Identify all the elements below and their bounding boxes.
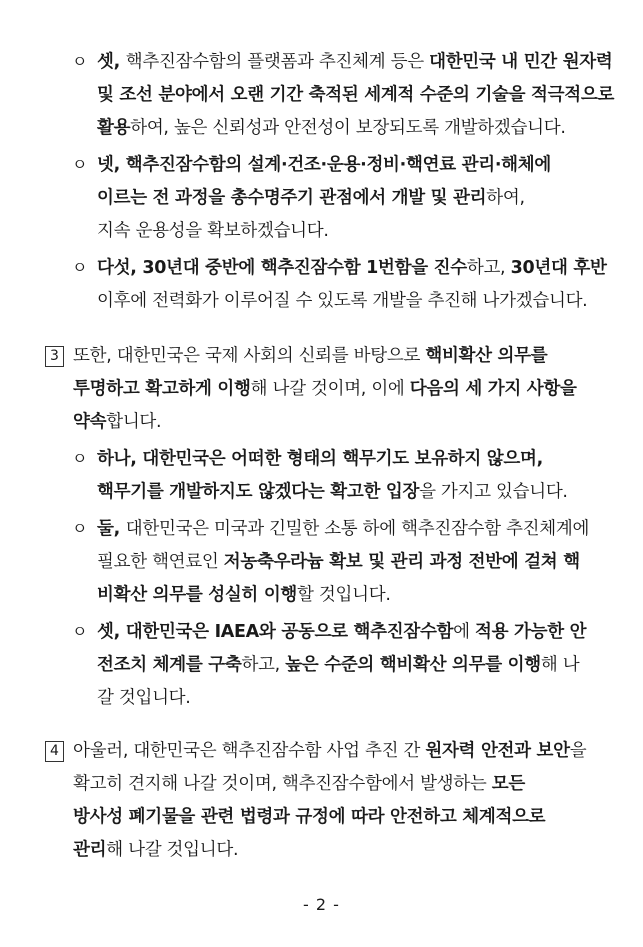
section-number-4: 4	[45, 741, 64, 762]
paragraph-line	[97, 50, 613, 74]
bullet-marker: ㅇ	[72, 155, 88, 174]
paragraph-line	[97, 583, 391, 607]
paragraph-line	[97, 447, 543, 471]
paragraph-line	[97, 83, 614, 107]
bold-text-segment: 다섯, 30년대 중반에 핵추진잠수함 1번함을 진수	[97, 258, 467, 278]
text-segment: 갈 것입니다.	[97, 688, 191, 708]
bold-text-segment: 핵무기를 개발하지도 않겠다는 확고한 입장	[97, 482, 420, 502]
bold-text-segment: 셋, 대한민국은 IAEA와 공동으로 핵추진잠수함	[97, 622, 454, 642]
bold-text-segment: 다음의 세 가지 사항을	[409, 379, 577, 399]
text-segment: 할 것입니다.	[297, 585, 391, 605]
page-number: - 2 -	[303, 895, 340, 914]
paragraph-line	[97, 186, 525, 210]
text-segment: 하여,	[486, 188, 525, 208]
bold-text-segment: 넷, 핵추진잠수함의 설계·건조·운용·정비·핵연료 관리·해체에	[97, 155, 551, 175]
text-segment: 해 나갈 것입니다.	[106, 840, 239, 860]
bold-text-segment: 약속	[73, 412, 107, 432]
text-segment: 에	[453, 622, 476, 642]
bold-text-segment: 투명하고 확고하게 이행	[73, 379, 251, 399]
text-segment: 핵추진잠수함의 플랫폼과 추진체계 등은	[125, 52, 430, 72]
bold-text-segment: 원자력 안전과 보안	[425, 741, 570, 761]
paragraph-line	[73, 344, 547, 368]
text-segment: 해 나갈 것이며, 이에	[250, 379, 410, 399]
paragraph-line	[97, 480, 568, 504]
bold-text-segment: 관리	[73, 840, 107, 860]
bold-text-segment: 30년대 후반	[510, 258, 607, 278]
bold-text-segment: 이르는 전 과정을 총수명주기 관점에서 개발 및 관리	[97, 188, 487, 208]
bullet-marker: ㅇ	[72, 449, 88, 468]
bold-text-segment: 모든	[491, 774, 525, 794]
text-segment: 확고히 견지해 나갈 것이며, 핵추진잠수함에서 발생하는	[73, 774, 492, 794]
text-segment: 을	[569, 741, 587, 761]
bold-text-segment: 하나, 대한민국은 어떠한 형태의 핵무기도 보유하지 않으며,	[97, 449, 543, 469]
paragraph-line	[73, 805, 545, 829]
text-segment: 이후에 전력화가 이루어질 수 있도록 개발을 추진해 나가겠습니다.	[97, 291, 588, 311]
bold-text-segment: 셋,	[97, 52, 126, 72]
paragraph-line	[97, 256, 607, 280]
text-segment: 필요한 핵연료인	[97, 552, 224, 572]
bold-text-segment: 대한민국 내 민간 원자력	[429, 52, 613, 72]
paragraph-line	[73, 772, 525, 796]
bullet-marker: ㅇ	[72, 258, 88, 277]
paragraph-line	[97, 686, 191, 710]
bold-text-segment: 및 조선 분야에서 오랜 기간 축적된 세계적 수준의 기술을 적극적으로	[97, 85, 615, 105]
bold-text-segment: 핵비확산 의무를	[425, 346, 548, 366]
text-segment: 합니다.	[106, 412, 162, 432]
text-segment: 아울러, 대한민국은 핵추진잠수함 사업 추진 간	[73, 741, 426, 761]
paragraph-line	[73, 410, 161, 434]
paragraph-line	[97, 116, 566, 140]
bullet-marker: ㅇ	[72, 52, 88, 71]
paragraph-line	[97, 517, 589, 541]
text-segment: 대한민국은 미국과 긴밀한 소통 하에 핵추진잠수함 추진체계에	[125, 519, 590, 539]
bold-text-segment: 전조치 체계를 구축	[97, 655, 242, 675]
bullet-marker: ㅇ	[72, 519, 88, 538]
bold-text-segment: 방사성 폐기물을 관련 법령과 규정에 따라 안전하고 체계적으로	[73, 807, 546, 827]
paragraph-line	[97, 620, 586, 644]
paragraph-line	[73, 838, 238, 862]
bullet-marker: ㅇ	[72, 622, 88, 641]
paragraph-line	[97, 153, 551, 177]
section-number-3: 3	[45, 346, 64, 367]
text-segment: 지속 운용성을 확보하겠습니다.	[97, 221, 329, 241]
paragraph-line	[97, 550, 580, 574]
paragraph-line	[97, 219, 329, 243]
text-segment: 하여, 높은 신뢰성과 안전성이 보장되도록 개발하겠습니다.	[130, 118, 566, 138]
paragraph-line	[73, 739, 586, 763]
text-segment: 해 나	[540, 655, 580, 675]
bold-text-segment: 높은 수준의 핵비확산 의무를 이행	[285, 655, 541, 675]
text-segment: 하고,	[241, 655, 286, 675]
bold-text-segment: 둘,	[97, 519, 126, 539]
bold-text-segment: 활용	[97, 118, 131, 138]
paragraph-line	[73, 377, 577, 401]
bold-text-segment: 적용 가능한 안	[475, 622, 587, 642]
text-segment: 또한, 대한민국은 국제 사회의 신뢰를 바탕으로	[73, 346, 426, 366]
text-segment: 을 가지고 있습니다.	[419, 482, 568, 502]
paragraph-line	[97, 653, 579, 677]
text-segment: 하고,	[466, 258, 511, 278]
bold-text-segment: 저농축우라늄 확보 및 관리 과정 전반에 걸쳐 핵	[223, 552, 580, 572]
bold-text-segment: 비확산 의무를 성실히 이행	[97, 585, 298, 605]
paragraph-line	[97, 289, 587, 313]
